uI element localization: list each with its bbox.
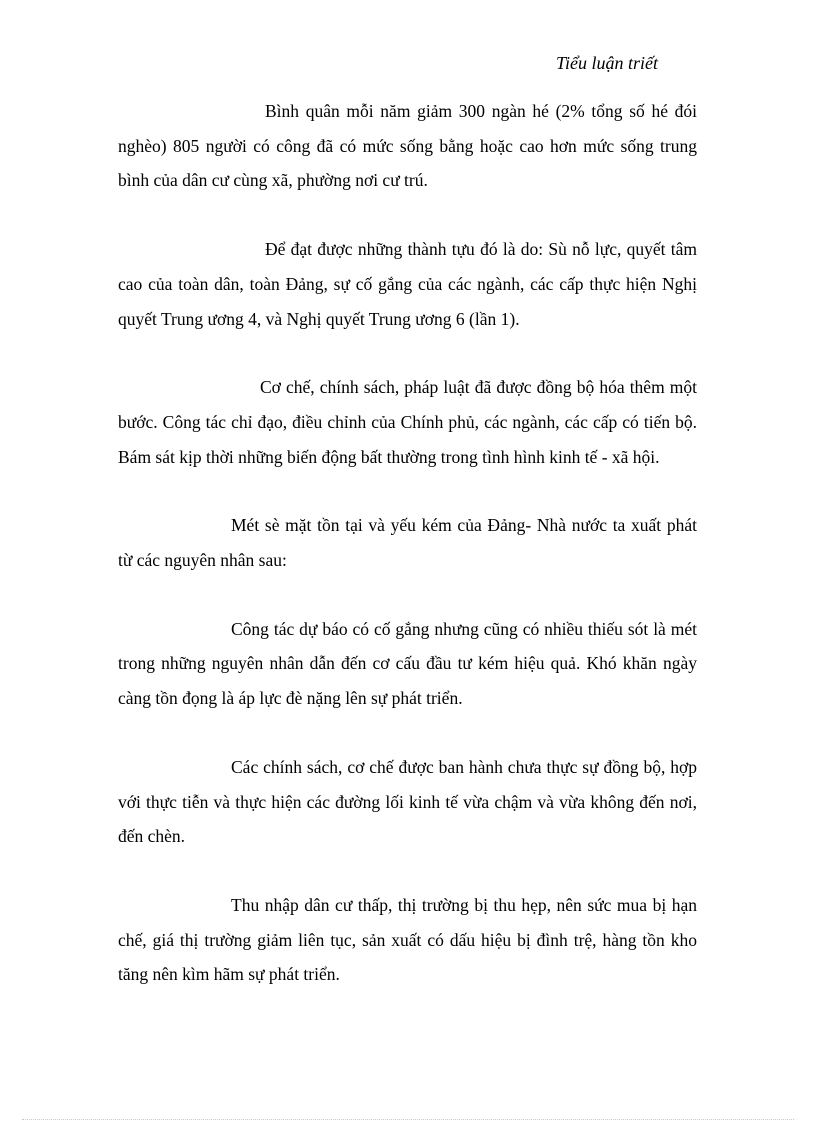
paragraph-6: Các chính sách, cơ chế được ban hành chưa thực sự đồng bộ, hợp với thực tiễn và thực hiện các đường lối kinh tế vừa chậm và vừa không đến nơi, đến chèn.	[118, 756, 697, 847]
paragraph-5: Công tác dự báo có cố gắng nhưng cũng có nhiều thiếu sót là mét trong những nguyên nhân dẫn đến cơ cấu đầu tư kém hiệu quả. Khó khăn ngày càng tồn đọng là áp lực đè nặng lên sự phát triển.	[118, 618, 697, 709]
paragraph-7: Thu nhập dân cư thấp, thị trường bị thu hẹp, nên sức mua bị hạn chế, giá thị trường giảm liên tục, sản xuất có dấu hiệu bị đình trệ, hàng tồn kho tăng nên kìm hãm sự phát triển.	[118, 894, 697, 985]
document-body	[118, 94, 697, 992]
paragraph-4: Mét sè mặt tồn tại và yếu kém của Đảng- Nhà nước ta xuất phát từ các nguyên nhân sau:	[118, 515, 697, 571]
page-bottom-divider	[22, 1119, 794, 1120]
paragraph-1: Bình quân mỗi năm giảm 300 ngàn hé (2% tổng số hé đói nghèo) 805 người có công đã có mức sống bằng hoặc cao hơn mức sống trung bình của dân cư cùng xã, phường nơi cư trú.	[118, 101, 697, 191]
paragraph-2: Để đạt được những thành tựu đó là do: Sù nỗ lực, quyết tâm cao của toàn dân, toàn Đảng, sự cố gắng của các ngành, các cấp thực hiện Nghị quyết Trung ương 4, và Nghị quyết Trung ương 6 (lần 1).	[118, 239, 697, 329]
document-header: Tiểu luận triết	[555, 53, 658, 73]
paragraph-3: Cơ chế, chính sách, pháp luật đã được đồng bộ hóa thêm một bước. Công tác chỉ đạo, điều chỉnh của Chính phủ, các ngành, các cấp có tiến bộ. Bám sát kịp thời những biến động bất thường trong tình hình kinh tế - xã hội.	[118, 377, 697, 467]
